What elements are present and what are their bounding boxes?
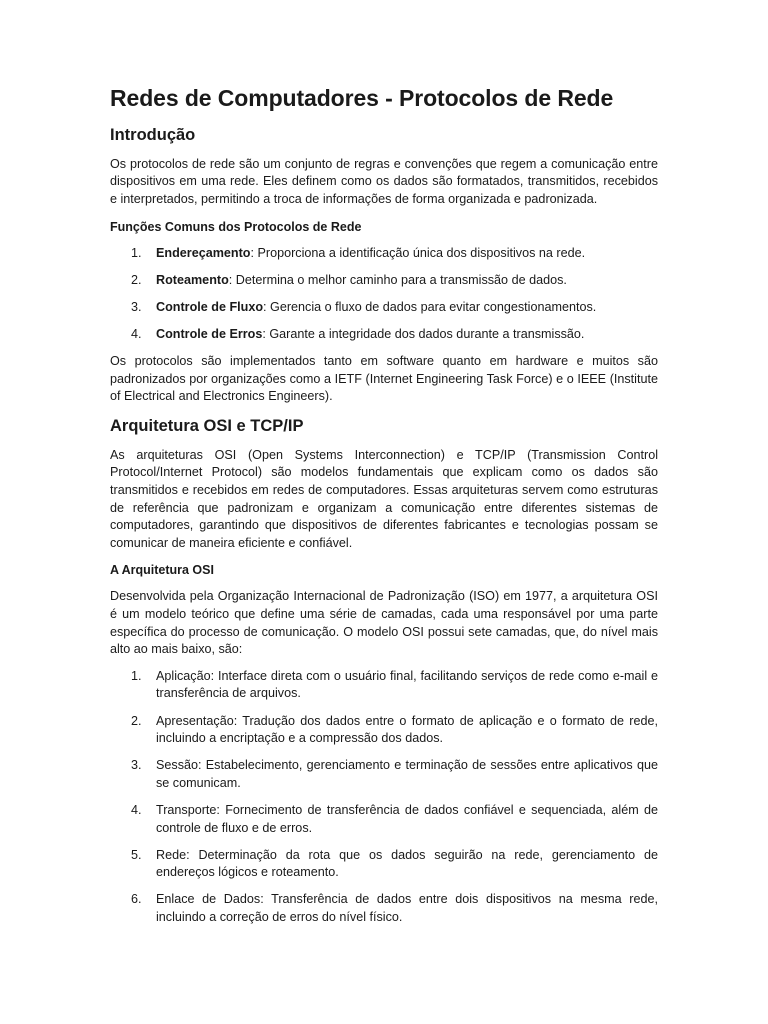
functions-list: [110, 245, 658, 344]
list-item: [110, 713, 658, 748]
document-title: Redes de Computadores - Protocolos de Rede: [110, 85, 614, 111]
architecture-paragraph: As arquiteturas OSI (Open Systems Interconnection) e TCP/IP (Transmission Control Protocol/Internet Protocol) são modelos fundamentais que explicam como os dados são transmitidos e recebidos em redes de computadores. Essas arquiteturas servem como estruturas de referência que padronizam e organizam a comunicação entre diferentes sistemas de computadores, garantindo que dispositivos de diferentes fabricantes e tecnologias possam se comunicar de maneira eficiente e confiável.: [110, 447, 658, 550]
list-description: : Garante a integridade dos dados durante a transmissão.: [262, 327, 585, 341]
list-number: 6.: [131, 892, 142, 907]
list-number: 4.: [131, 327, 142, 341]
list-term: Controle de Fluxo: [156, 299, 264, 314]
list-text: Transporte: Fornecimento de transferência de dados confiável e sequenciada, além de controle de fluxo e de erros.: [156, 802, 658, 835]
list-number: 3.: [131, 299, 142, 314]
list-item: [110, 847, 658, 882]
list-item: [110, 757, 658, 792]
list-number: 5.: [131, 847, 142, 862]
list-item: [110, 245, 658, 263]
osi-paragraph: Desenvolvida pela Organização Internacional de Padronização (ISO) em 1977, a arquitetura OSI é um modelo teórico que define uma série de camadas, cada uma responsável por uma parte específica do processo de comunicação. O modelo OSI possui sete camadas, que, do nível mais alto ao mais baixo, são:: [110, 589, 658, 657]
list-text: Enlace de Dados: Transferência de dados entre dois dispositivos na mesma rede, incluindo a correção de erros do nível físico.: [156, 892, 658, 924]
list-item: [110, 326, 658, 344]
list-item: [110, 891, 658, 926]
list-term: Endereçamento: [156, 245, 251, 260]
osi-layers-list: [110, 668, 658, 927]
list-text: Aplicação: Interface direta com o usuário final, facilitando serviços de rede como e-mail e transferência de arquivos.: [156, 668, 658, 701]
list-term: Controle de Erros: [156, 327, 263, 341]
list-item: [110, 802, 658, 837]
list-description: : Gerencia o fluxo de dados para evitar congestionamentos.: [263, 299, 597, 314]
list-description: : Determina o melhor caminho para a transmissão de dados.: [228, 272, 567, 287]
list-number: 3.: [131, 758, 142, 773]
list-item: [110, 272, 658, 290]
list-number: 1.: [131, 245, 142, 260]
list-number: 2.: [131, 272, 142, 287]
list-text: Sessão: Estabelecimento, gerenciamento e terminação de sessões entre aplicativos que se comunicam.: [156, 758, 658, 790]
architecture-heading: Arquitetura OSI e TCP/IP: [110, 416, 304, 435]
list-item: [110, 668, 658, 703]
functions-heading: Funções Comuns dos Protocolos de Rede: [110, 219, 362, 234]
list-term: Roteamento: [156, 272, 229, 287]
list-number: 4.: [131, 802, 142, 817]
intro-heading: Introdução: [110, 125, 196, 144]
list-description: : Proporciona a identificação única dos dispositivos na rede.: [250, 245, 586, 260]
functions-closing-paragraph: Os protocolos são implementados tanto em software quanto em hardware e muitos são padronizados por organizações como a IETF (Internet Engineering Task Force) e o IEEE (Institute of Electrical and Electronics Engineers).: [110, 354, 658, 404]
list-item: [110, 299, 658, 317]
intro-paragraph: Os protocolos de rede são um conjunto de regras e convenções que regem a comunicação entre dispositivos em uma rede. Eles definem como os dados são formatados, transmitidos, recebidos e interpretados, permitindo a troca de informações de forma organizada e padronizada.: [110, 156, 658, 206]
osi-heading: A Arquitetura OSI: [110, 563, 214, 578]
list-text: Apresentação: Tradução dos dados entre o formato de aplicação e o formato de rede, incluindo a encriptação e a compressão dos dados.: [156, 713, 658, 746]
list-number: 1.: [131, 668, 142, 683]
list-number: 2.: [131, 713, 142, 728]
list-text: Rede: Determinação da rota que os dados seguirão na rede, gerenciamento de endereços lógicos e roteamento.: [156, 847, 658, 880]
